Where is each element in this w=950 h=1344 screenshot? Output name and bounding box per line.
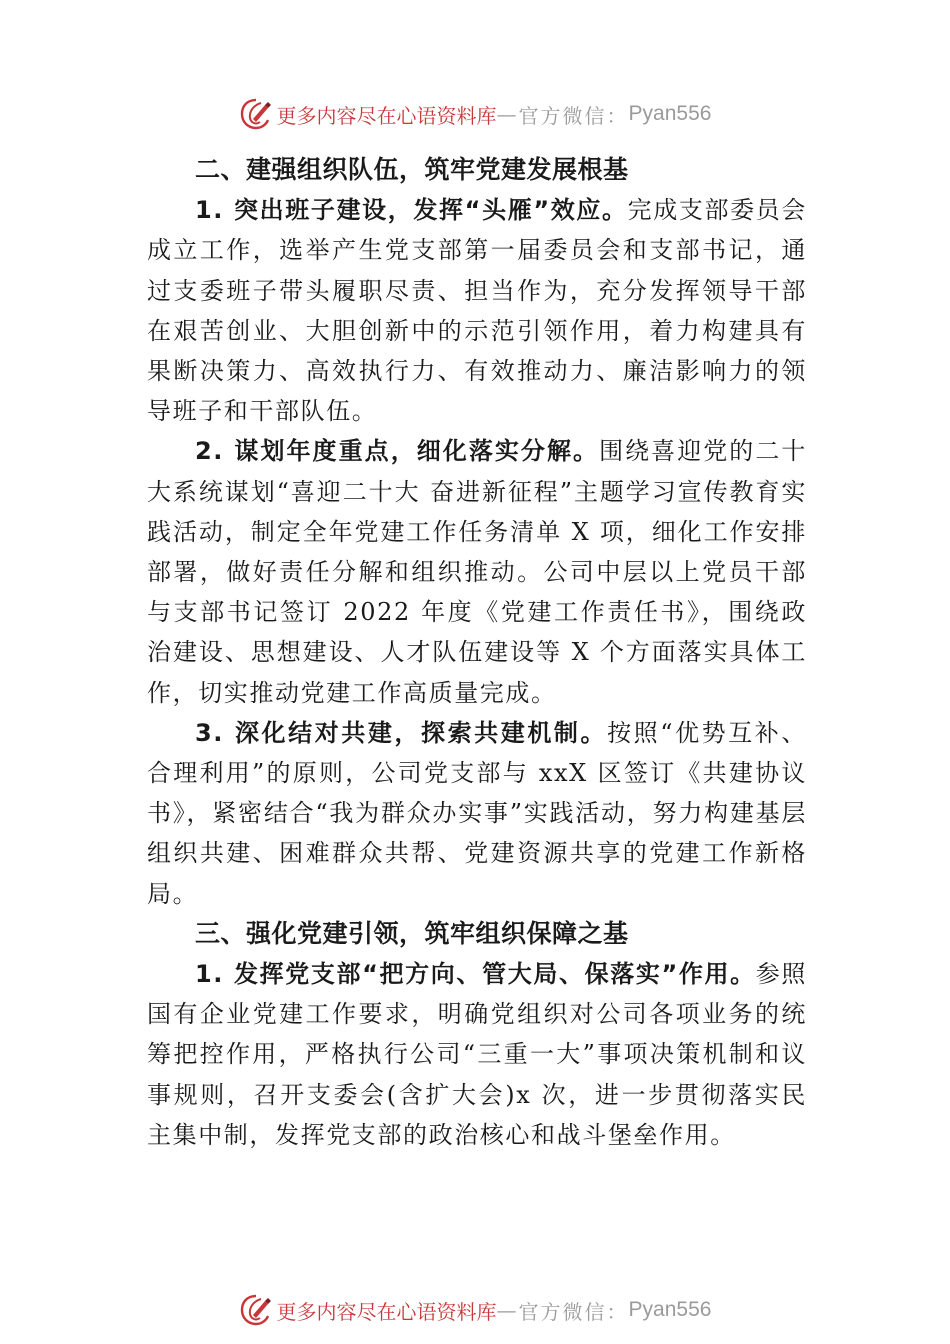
- paragraph-lead: 1. 突出班子建设，发挥“头雁”效应。: [195, 196, 628, 225]
- section-heading: 二、建强组织队伍，筑牢党建发展根基: [195, 155, 629, 184]
- banner-wechat-label: 官方微信：: [518, 103, 629, 128]
- paragraph-body: 参照国有企业党建工作要求，明确党组织对公司各项业务的统筹把控作用，严格执行公司“三重一大”事项决策机制和议事规则，召开支委会(含扩大会)x 次，进一步贯彻落实民主集中制，发挥党支部的政治核心和战斗堡垒作用。: [147, 960, 807, 1149]
- banner-wechat-id: Pyan556: [628, 102, 712, 125]
- pen-swirl-logo-icon: [239, 1293, 273, 1327]
- footer-banner: [0, 1290, 950, 1330]
- paragraph: [147, 190, 807, 431]
- banner-brand-text: 更多内容尽在心语资料库: [276, 103, 497, 128]
- paragraph-body: 围绕喜迎党的二十大系统谋划“喜迎二十大 奋进新征程”主题学习宣传教育实践活动，制定全年党建工作任务清单 X 项，细化工作安排部署，做好责任分解和组织推动。公司中层以上党员干部与支部书记签订 2022 年度《党建工作责任书》，围绕政治建设、思想建设、人才队伍建设等 X 个方面落实具体工作，切实推动党建工作高质量完成。: [147, 437, 807, 707]
- paragraph-lead: 2. 谋划年度重点，细化落实分解。: [195, 437, 600, 466]
- paragraph-body: 按照“优势互补、合理利用”的原则，公司党支部与 xxX 区签订《共建协议书》，紧密结合“我为群众办实事”实践活动，努力构建基层组织共建、困难群众共帮、党建资源共享的党建工作新格局。: [147, 718, 807, 908]
- paragraph-body: 完成支部委员会成立工作，选举产生党支部第一届委员会和支部书记，通过支委班子带头履职尽责、担当作为，充分发挥领导干部在艰苦创业、大胆创新中的示范引领作用，着力构建具有果断决策力、高效执行力、有效推动力、廉洁影响力的领导班子和干部队伍。: [147, 196, 807, 426]
- header-banner: [0, 94, 950, 134]
- paragraph: [147, 954, 807, 1155]
- paragraph-lead: 1. 发挥党支部“把方向、管大局、保落实”作用。: [195, 960, 756, 989]
- banner-wechat-label: 官方微信：: [518, 1299, 629, 1324]
- section-heading: 三、强化党建引领，筑牢组织保障之基: [195, 918, 629, 948]
- paragraph: [147, 713, 807, 914]
- banner-brand-text: 更多内容尽在心语资料库: [276, 1299, 497, 1324]
- banner-separator: —: [496, 102, 519, 126]
- banner-separator: —: [496, 1298, 519, 1322]
- paragraph-lead: 3. 深化结对共建，探索共建机制。: [195, 718, 608, 747]
- banner-wechat-id: Pyan556: [628, 1298, 712, 1321]
- pen-swirl-logo-icon: [239, 97, 273, 131]
- document-body: [147, 150, 807, 1155]
- paragraph: [147, 431, 807, 712]
